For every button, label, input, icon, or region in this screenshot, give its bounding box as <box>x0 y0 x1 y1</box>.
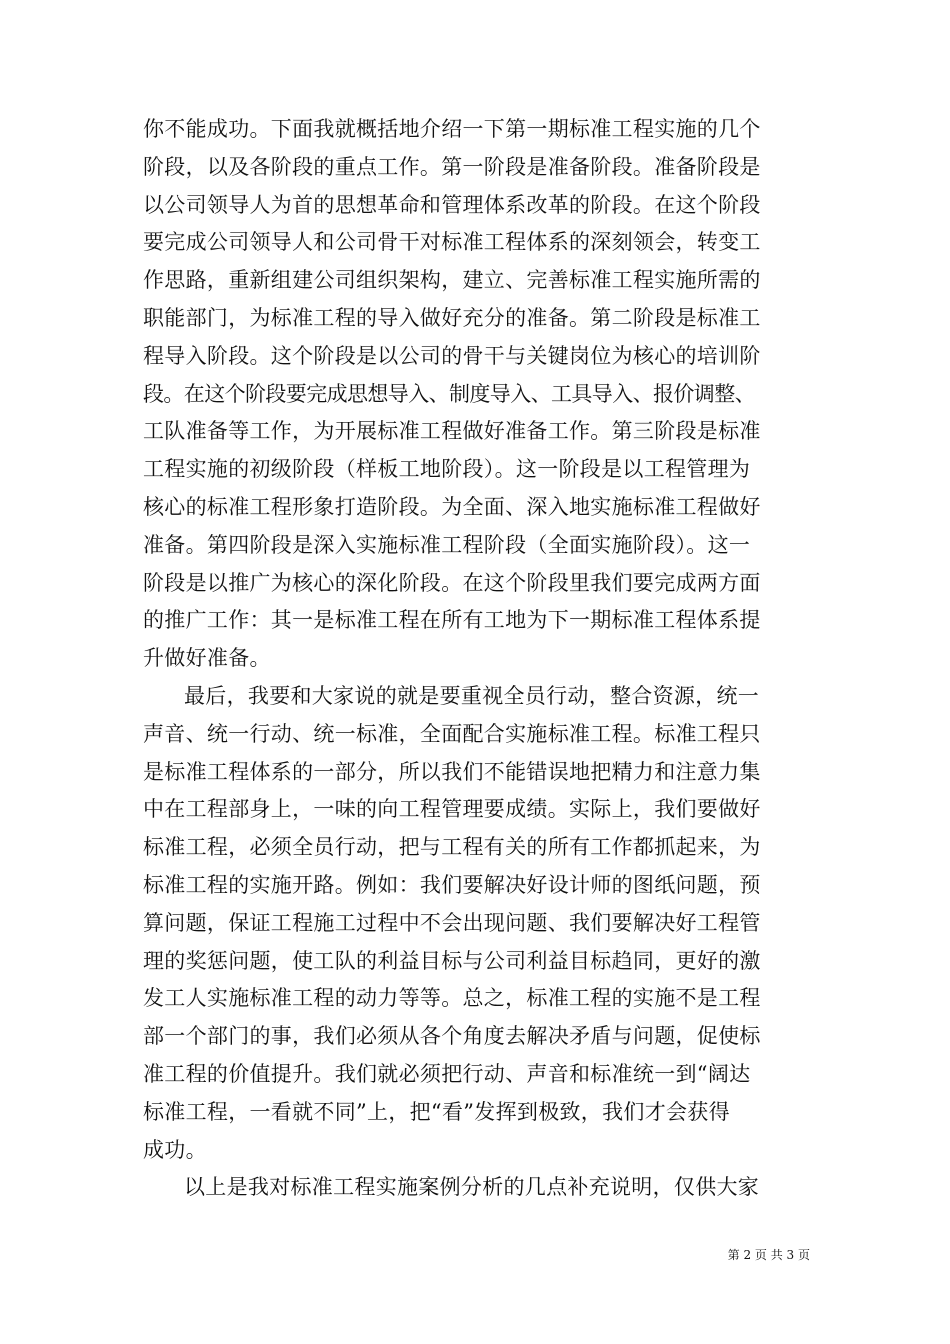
text-line: 算问题，保证工程施工过程中不会出现问题、我们要解决好工程管 <box>143 910 761 935</box>
text-line: 工队准备等工作，为开展标准工程做好准备工作。第三阶段是标准 <box>143 419 761 444</box>
text-line: 标准工程，一看就不同”上，把“看”发挥到极致，我们才会获得 <box>143 1099 730 1124</box>
text-line: 声音、统一行动、统一标准，全面配合实施标准工程。标准工程只 <box>143 721 761 746</box>
text-line: 标准工程，必须全员行动，把与工程有关的所有工作都抓起来，为 <box>143 835 761 860</box>
text-line: 成功。 <box>143 1137 207 1162</box>
text-line: 以公司领导人为首的思想革命和管理体系改革的阶段。在这个阶段 <box>143 192 761 217</box>
text-line: 阶段，以及各阶段的重点工作。第一阶段是准备阶段。准备阶段是 <box>143 154 761 179</box>
text-line: 工程实施的初级阶段（样板工地阶段）。这一阶段是以工程管理为 <box>143 457 751 482</box>
text-line: 的推广工作：其一是标准工程在所有工地为下一期标准工程体系提 <box>143 608 761 633</box>
text-line: 发工人实施标准工程的动力等等。总之，标准工程的实施不是工程 <box>143 986 761 1011</box>
text-line: 准工程的价值提升。我们就必须把行动、声音和标准统一到“阔达 <box>143 1061 751 1086</box>
text-line: 升做好准备。 <box>143 646 271 671</box>
text-line: 段。在这个阶段要完成思想导入、制度导入、工具导入、报价调整、 <box>143 381 755 406</box>
document-body <box>143 111 811 1207</box>
text-line: 部一个部门的事，我们必须从各个角度去解决矛盾与问题，促使标 <box>143 1024 761 1049</box>
text-line: 程导入阶段。这个阶段是以公司的骨干与关键岗位为核心的培训阶 <box>143 343 761 368</box>
text-line: 核心的标准工程形象打造阶段。为全面、深入地实施标准工程做好 <box>143 494 761 519</box>
text-line: 作思路，重新组建公司组织架构，建立、完善标准工程实施所需的 <box>143 268 761 293</box>
paragraph-start-line: 以上是我对标准工程实施案例分析的几点补充说明，仅供大家 <box>184 1175 760 1200</box>
text-line: 理的奖惩问题，使工队的利益目标与公司利益目标趋同，更好的激 <box>143 948 761 973</box>
paragraph-start-line: 最后，我要和大家说的就是要重视全员行动，整合资源，统一 <box>184 683 760 708</box>
text-line: 中在工程部身上，一味的向工程管理要成绩。实际上，我们要做好 <box>143 797 761 822</box>
text-line: 阶段是以推广为核心的深化阶段。在这个阶段里我们要完成两方面 <box>143 570 761 595</box>
text-line: 要完成公司领导人和公司骨干对标准工程体系的深刻领会，转变工 <box>143 230 761 255</box>
text-line: 职能部门，为标准工程的导入做好充分的准备。第二阶段是标准工 <box>143 305 761 330</box>
page-number-footer: 第 2 页 共 3 页 <box>727 1248 810 1262</box>
text-line: 标准工程的实施开路。例如：我们要解决好设计师的图纸问题，预 <box>143 872 761 897</box>
text-line: 准备。第四阶段是深入实施标准工程阶段（全面实施阶段）。这一 <box>143 532 751 557</box>
text-line: 你不能成功。下面我就概括地介绍一下第一期标准工程实施的几个 <box>143 117 761 141</box>
text-line: 是标准工程体系的一部分，所以我们不能错误地把精力和注意力集 <box>143 759 761 784</box>
